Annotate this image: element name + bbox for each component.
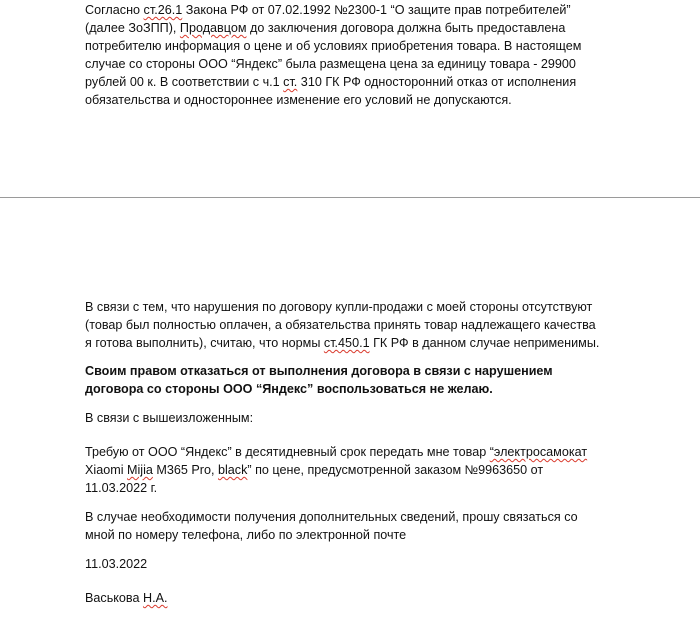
text-run: ” по цене, предусмотренной заказом №9963650 от — [247, 463, 544, 477]
text-line: случае со стороны ООО “Яндекс” была размещена цена за единицу товара - 29900 — [85, 57, 576, 71]
text-run: Xiaomi — [85, 463, 127, 477]
spellcheck-flagged-word: “электросамокат — [489, 445, 588, 459]
text-run: Закона РФ от 07.02.1992 №2300-1 “О защите прав потребителей” — [182, 3, 571, 17]
text-line: обязательства и одностороннее изменение его условий не допускаются. — [85, 93, 512, 107]
text-line: (товар был полностью оплачен, а обязательства принять товар надлежащего качества — [85, 318, 596, 332]
document-page-2 — [0, 198, 700, 621]
paragraph-no-violation — [85, 298, 615, 352]
spellcheck-flagged-word: ст.26.1 — [143, 3, 183, 17]
text-line — [85, 1, 615, 19]
paragraph-consumer-law — [85, 1, 615, 109]
spellcheck-flagged-word: black — [218, 463, 248, 477]
spellcheck-flagged-word: Н.А. — [142, 591, 168, 605]
signature-line — [85, 589, 615, 607]
paragraph-demand — [85, 443, 615, 497]
text-line — [85, 443, 615, 461]
spellcheck-flagged-word: ст.450.1 — [323, 336, 370, 350]
text-line: мной по номеру телефона, либо по электронной почте — [85, 528, 407, 542]
text-line — [85, 334, 615, 352]
text-line — [85, 19, 615, 37]
text-line — [85, 73, 615, 91]
text-line — [85, 461, 615, 479]
paragraph-in-connection — [85, 409, 615, 427]
paragraph-refusal-statement — [85, 362, 615, 398]
document-page-1 — [0, 0, 700, 197]
text-line: В связи с вышеизложенным: — [85, 411, 254, 425]
text-run: до заключения договора должна быть предоставлена — [246, 21, 566, 35]
text-line: 11.03.2022 г. — [85, 481, 158, 495]
text-line: потребителю информация о цене и об условиях приобретения товара. В настоящем — [85, 39, 582, 53]
text-run: я готова выполнить), считаю, что нормы — [85, 336, 324, 350]
paragraph-contact-request — [85, 508, 615, 544]
text-run: (далее ЗоЗПП), — [85, 21, 180, 35]
text-run: 310 ГК РФ односторонний отказ от исполнения — [297, 75, 577, 89]
text-run: Согласно — [85, 3, 144, 17]
document-date — [85, 555, 615, 573]
text-line: 11.03.2022 — [85, 557, 148, 571]
text-line — [85, 589, 615, 607]
spellcheck-flagged-word: Продавцом — [179, 21, 247, 35]
text-run: M365 Pro, — [152, 463, 218, 477]
spellcheck-flagged-word: ст. — [283, 75, 298, 89]
spellcheck-flagged-word: Mijia — [127, 463, 153, 477]
text-run: Требую от ООО “Яндекс” в десятидневный срок передать мне товар — [85, 445, 490, 459]
text-line: Своим правом отказаться от выполнения договора в связи с нарушением — [85, 364, 553, 378]
text-run: Васькова — [85, 591, 143, 605]
text-line: договора со стороны ООО “Яндекс” воспользоваться не желаю. — [85, 382, 493, 396]
text-run: ГК РФ в данном случае неприменимы. — [369, 336, 600, 350]
text-run: рублей 00 к. В соответствии с ч.1 — [85, 75, 284, 89]
text-line: В случае необходимости получения дополнительных сведений, прошу связаться со — [85, 510, 578, 524]
text-line: В связи с тем, что нарушения по договору купли-продажи с моей стороны отсутствуют — [85, 300, 593, 314]
